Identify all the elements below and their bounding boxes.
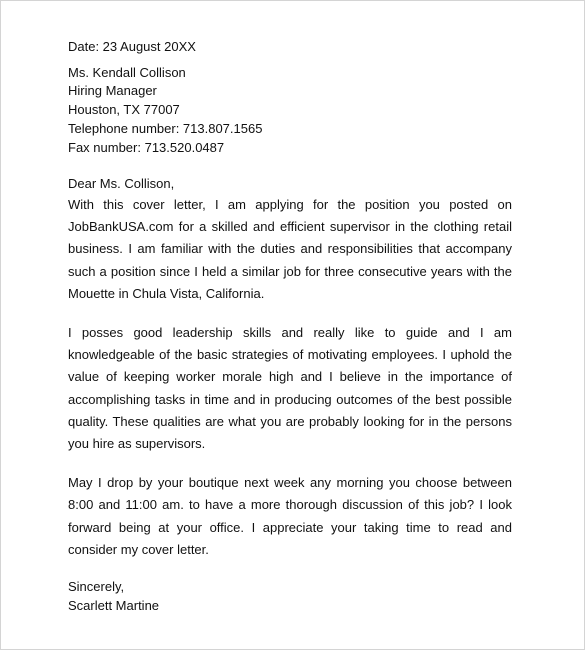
spacer	[68, 305, 512, 322]
recipient-title: Hiring Manager	[68, 83, 157, 99]
letter-date: Date: 23 August 20XX	[68, 39, 196, 54]
recipient-name: Ms. Kendall Collison	[68, 64, 186, 80]
recipient-block	[68, 64, 512, 158]
signature: Scarlett Martine	[68, 597, 160, 613]
body-paragraph-1: With this cover letter, I am applying for the position you posted on JobBankUSA.com for a skilled and efficient supervisor in the clothing retail business. I am familiar with the duties and responsibilities that accompany such a position since I held a similar job for three consecutive years with the Mouette in Chula Vista, California.	[68, 196, 512, 301]
spacer	[68, 57, 512, 64]
body-paragraph-2: I posses good leadership skills and really like to guide and I am knowledgeable of the basic strategies of motivating employees. I uphold the value of keeping worker morale high and I believe in the importance of accomplishing tasks in time and in producing outcomes of the best possible quality. These qualities are what you are probably looking for in the persons you hire as supervisors.	[68, 324, 512, 451]
spacer	[68, 157, 512, 175]
cover-letter	[68, 38, 512, 615]
salutation: Dear Ms. Collison,	[68, 176, 175, 192]
body-paragraph-3: May I drop by your boutique next week any morning you choose between 8:00 and 11:00 am. to have a more thorough discussion of this job? I look forward being at your office. I appreciate your taking time to read and consider my cover letter.	[68, 475, 512, 557]
spacer	[68, 561, 512, 578]
closing: Sincerely,	[68, 578, 125, 594]
recipient-telephone: Telephone number: 713.807.1565	[68, 120, 263, 136]
spacer	[68, 455, 512, 472]
recipient-address: Houston, TX 77007	[68, 102, 180, 118]
recipient-fax: Fax number: 713.520.0487	[68, 139, 225, 155]
